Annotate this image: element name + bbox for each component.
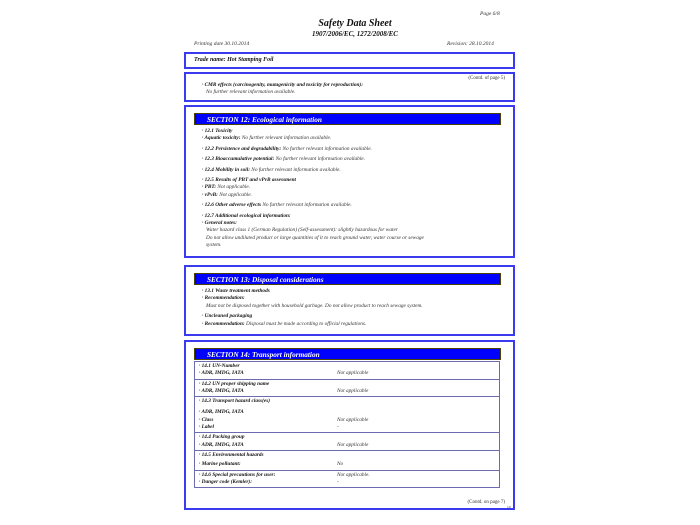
recommendation-2-label: · Recommendation: xyxy=(202,320,245,327)
page-number: Page 6/8 xyxy=(480,11,500,17)
transport-group: · 14.3 Transport hazard class(es) · ADR, IMDG, IATA · Class Not applicable · Label - xyxy=(195,397,499,433)
recommendation-text: Must not be disposed together with household garbage. Do not allow product to reach sewage system. xyxy=(206,302,423,309)
pbt-heading: · 12.5 Results of PBT and vPvB assessment xyxy=(202,177,297,184)
cmr-label: · CMR effects (carcinogenity, mutagenicity and toxicity for reproduction): xyxy=(202,82,363,88)
trade-name-box xyxy=(184,52,515,69)
transport-group: · 14.6 Special precautions for user: Not applicable. · Danger code (Kemler): - xyxy=(199,471,370,485)
adverse-label: · 12.6 Other adverse effects xyxy=(202,202,262,209)
general-notes-label: · General notes: xyxy=(202,220,237,227)
cmr-value: No further relevant information available. xyxy=(206,89,296,96)
note-3: system. xyxy=(206,242,222,249)
country-mark: GB xyxy=(506,505,511,509)
section-13-header: SECTION 13: Disposal considerations xyxy=(194,273,501,285)
section-14-header: SECTION 14: Transport information xyxy=(194,348,501,360)
pbt-label: · PBT: xyxy=(202,184,217,191)
mobility-value: No further relevant information available. xyxy=(249,166,341,173)
transport-table xyxy=(194,361,500,488)
section-12-box xyxy=(184,105,515,258)
adverse-value: No further relevant information available. xyxy=(261,202,352,209)
document-subtitle: 1907/2006/EC, 1272/2008/EC xyxy=(312,30,398,38)
bioaccum-value: No further relevant information available. xyxy=(274,156,365,163)
trade-name: Trade name: Hot Stamping Foil xyxy=(194,57,274,63)
mobility-label: · 12.4 Mobility in soil: xyxy=(202,166,250,173)
section-12-header: SECTION 12: Ecological information xyxy=(194,113,501,125)
waste-heading: · 13.1 Waste treatment methods xyxy=(202,288,270,294)
document-title: Safety Data Sheet xyxy=(318,18,392,29)
recommendation-2-value: Disposal must be made according to official regulations. xyxy=(244,320,367,327)
transport-group: · 14.1 UN-Number · ADR, IMDG, IATA Not applicable xyxy=(195,362,499,380)
section-13-box xyxy=(184,265,515,336)
bioaccum-label: · 12.3 Bioaccumulative potential: xyxy=(202,156,275,163)
revision-date: Revision: 28.10.2014 xyxy=(447,41,494,47)
transport-group: · 14.5 Environmental hazards · Marine pollutant: No xyxy=(195,451,499,471)
aquatic-label: · Aquatic toxicity: xyxy=(202,135,241,142)
section-14-box xyxy=(184,340,515,510)
continued-on: (Contd. on page 7) xyxy=(467,500,505,505)
additional-info-heading: · 12.7 Additional ecological information: xyxy=(202,212,291,219)
persistence-value: No further relevant information available. xyxy=(281,145,372,152)
toxicity-heading: · 12.1 Toxicity xyxy=(202,128,233,134)
cmr-box xyxy=(184,72,515,102)
recommendation-label: · Recommendation: xyxy=(202,295,245,302)
note-2: Do not allow undiluted product or large quantities of it to reach ground water, water course or sewage xyxy=(206,234,424,241)
aquatic-value: No further relevant information available. xyxy=(240,135,332,142)
continued-from: (Contd. of page 5) xyxy=(468,76,505,81)
pbt-value: Not applicable. xyxy=(216,184,251,191)
vpvb-value: Not applicable. xyxy=(217,191,252,198)
uncleaned-heading: · Uncleaned packaging xyxy=(202,313,253,320)
transport-group: · 14.2 UN proper shipping name · ADR, IMDG, IATA Not applicable xyxy=(195,380,499,398)
printing-date: Printing date 30.10.2014 xyxy=(194,41,250,47)
vpvb-label: · vPvB: xyxy=(202,191,218,198)
persistence-label: · 12.2 Persistence and degradability: xyxy=(202,145,282,152)
note-1: Water hazard class 1 (German Regulation) (Self-assessment): slightly hazardous for water xyxy=(206,227,398,234)
transport-group: · 14.4 Packing group · ADR, IMDG, IATA Not applicable xyxy=(195,433,499,451)
